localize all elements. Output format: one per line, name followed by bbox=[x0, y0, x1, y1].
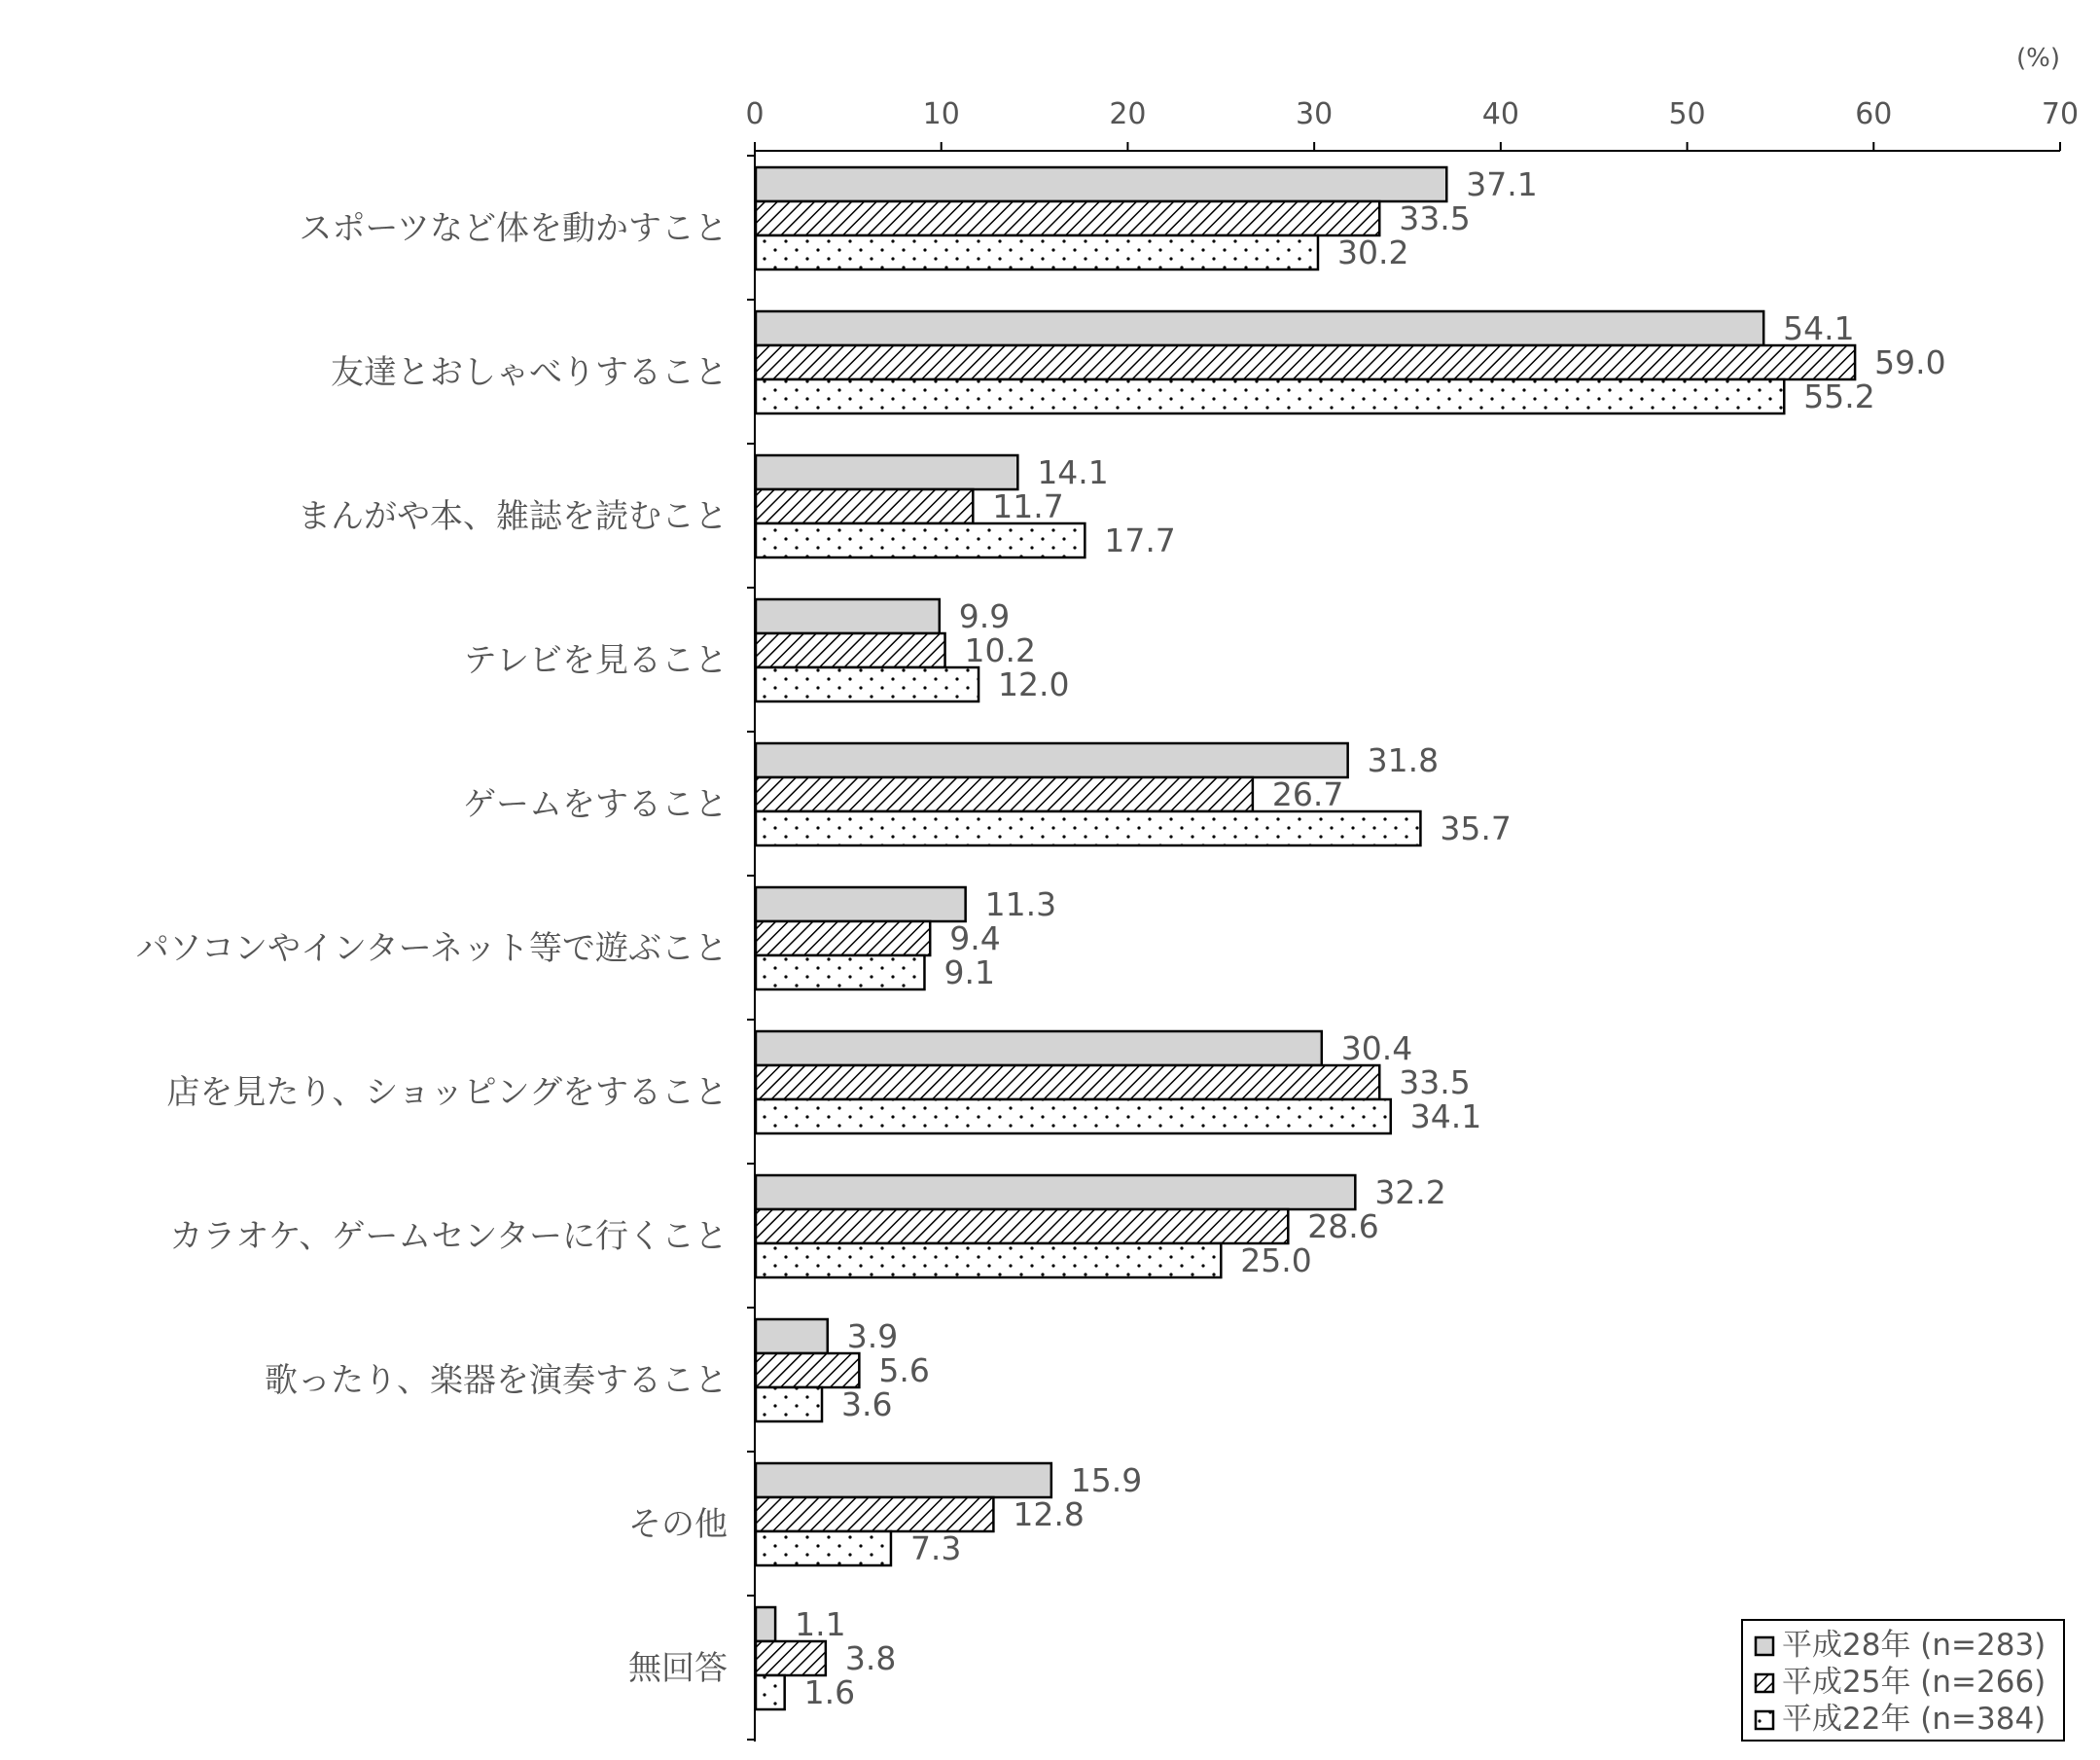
legend bbox=[1742, 1620, 2064, 1741]
bar bbox=[756, 235, 1318, 269]
unit-label: (%) bbox=[2016, 44, 2060, 73]
x-tick-label: 0 bbox=[745, 97, 765, 131]
bar bbox=[756, 1243, 1221, 1277]
legend-swatch bbox=[1756, 1711, 1773, 1729]
value-label: 14.1 bbox=[1037, 453, 1109, 491]
value-label: 10.2 bbox=[964, 631, 1037, 669]
value-label: 34.1 bbox=[1409, 1097, 1482, 1135]
category-label: スポーツなど体を動かすこと bbox=[299, 209, 728, 248]
bar bbox=[756, 811, 1420, 845]
bar bbox=[756, 667, 979, 701]
value-label: 17.7 bbox=[1104, 521, 1176, 559]
value-label: 31.8 bbox=[1367, 741, 1440, 779]
bar bbox=[756, 1607, 775, 1641]
x-tick-label: 10 bbox=[922, 97, 960, 131]
value-label: 32.2 bbox=[1374, 1173, 1446, 1211]
bar bbox=[756, 633, 945, 667]
category-label: カラオケ、ゲームセンターに行くこと bbox=[169, 1217, 728, 1256]
value-label: 12.0 bbox=[998, 665, 1070, 703]
bar bbox=[756, 523, 1085, 557]
category-label: パソコンやインターネット等で遊ぶこと bbox=[135, 929, 728, 968]
value-label: 15.9 bbox=[1070, 1461, 1143, 1499]
x-tick-label: 40 bbox=[1481, 97, 1519, 131]
bar bbox=[756, 777, 1253, 811]
bar bbox=[756, 1531, 891, 1565]
category-label: 友達とおしゃべりすること bbox=[331, 353, 728, 392]
value-label: 1.1 bbox=[795, 1605, 846, 1643]
bar bbox=[756, 489, 973, 523]
bar bbox=[756, 1463, 1051, 1497]
category-label: まんがや本、雑誌を読むこと bbox=[298, 497, 728, 536]
category-label: その他 bbox=[628, 1505, 728, 1544]
legend-swatch bbox=[1756, 1637, 1773, 1655]
legend-label: 平成28年 (n=283) bbox=[1782, 1628, 2047, 1663]
x-tick-label: 30 bbox=[1296, 97, 1334, 131]
bar bbox=[756, 1497, 993, 1531]
value-label: 55.2 bbox=[1803, 377, 1875, 415]
bar bbox=[756, 167, 1446, 201]
bar bbox=[756, 955, 924, 989]
value-label: 3.8 bbox=[844, 1639, 897, 1677]
bar bbox=[756, 743, 1348, 777]
value-label: 35.7 bbox=[1440, 809, 1512, 847]
value-label: 37.1 bbox=[1466, 165, 1538, 203]
value-label: 7.3 bbox=[909, 1529, 962, 1567]
value-label: 30.2 bbox=[1336, 233, 1409, 271]
category-label: 無回答 bbox=[628, 1649, 728, 1688]
bar bbox=[756, 1175, 1355, 1209]
value-label: 9.9 bbox=[958, 597, 1011, 635]
value-label: 59.0 bbox=[1874, 343, 1946, 381]
x-tick-label: 50 bbox=[1668, 97, 1706, 131]
bar bbox=[756, 1387, 822, 1421]
x-axis bbox=[745, 97, 2079, 151]
bar bbox=[756, 1319, 828, 1353]
bar bbox=[756, 1353, 859, 1387]
category-label: 店を見たり、ショッピングをすること bbox=[166, 1073, 728, 1112]
legend-items bbox=[1756, 1628, 2046, 1737]
x-tick-label: 20 bbox=[1109, 97, 1147, 131]
bar bbox=[756, 1675, 785, 1709]
value-label: 54.1 bbox=[1783, 309, 1855, 347]
bar bbox=[756, 921, 930, 955]
value-label: 9.1 bbox=[943, 953, 995, 991]
x-tick-label: 70 bbox=[2041, 97, 2080, 131]
value-label: 1.6 bbox=[803, 1673, 856, 1711]
value-label: 3.9 bbox=[846, 1317, 899, 1355]
value-label: 12.8 bbox=[1013, 1495, 1085, 1533]
value-label: 26.7 bbox=[1271, 775, 1344, 813]
bar bbox=[756, 379, 1784, 413]
bar bbox=[756, 1065, 1379, 1099]
value-label: 9.4 bbox=[949, 919, 1001, 957]
value-label: 30.4 bbox=[1340, 1029, 1413, 1067]
legend-label: 平成22年 (n=384) bbox=[1782, 1702, 2047, 1737]
bar bbox=[756, 311, 1763, 345]
category-label: テレビを見ること bbox=[463, 641, 728, 680]
bar bbox=[756, 1031, 1322, 1065]
value-label: 11.3 bbox=[984, 885, 1057, 923]
legend-swatch bbox=[1756, 1674, 1773, 1692]
value-label: 11.7 bbox=[992, 487, 1064, 525]
category-labels-group bbox=[136, 209, 728, 1688]
bar bbox=[756, 1099, 1391, 1133]
value-label: 3.6 bbox=[841, 1385, 893, 1423]
category-label: ゲームをすること bbox=[463, 785, 728, 824]
value-label: 5.6 bbox=[878, 1351, 930, 1389]
x-tick-label: 60 bbox=[1855, 97, 1893, 131]
category-label: 歌ったり、楽器を演奏すること bbox=[265, 1361, 728, 1400]
bar bbox=[756, 201, 1379, 235]
bar bbox=[756, 1209, 1288, 1243]
bar bbox=[756, 1641, 826, 1675]
bar bbox=[756, 455, 1017, 489]
value-label: 25.0 bbox=[1240, 1241, 1312, 1279]
bar bbox=[756, 599, 940, 633]
bar bbox=[756, 345, 1855, 379]
value-label: 33.5 bbox=[1399, 1063, 1471, 1101]
bar bbox=[756, 887, 966, 921]
legend-label: 平成25年 (n=266) bbox=[1782, 1665, 2047, 1700]
bars-group bbox=[756, 167, 1855, 1709]
value-label: 28.6 bbox=[1307, 1207, 1379, 1245]
value-label: 33.5 bbox=[1399, 199, 1471, 237]
y-axis bbox=[747, 151, 755, 1742]
